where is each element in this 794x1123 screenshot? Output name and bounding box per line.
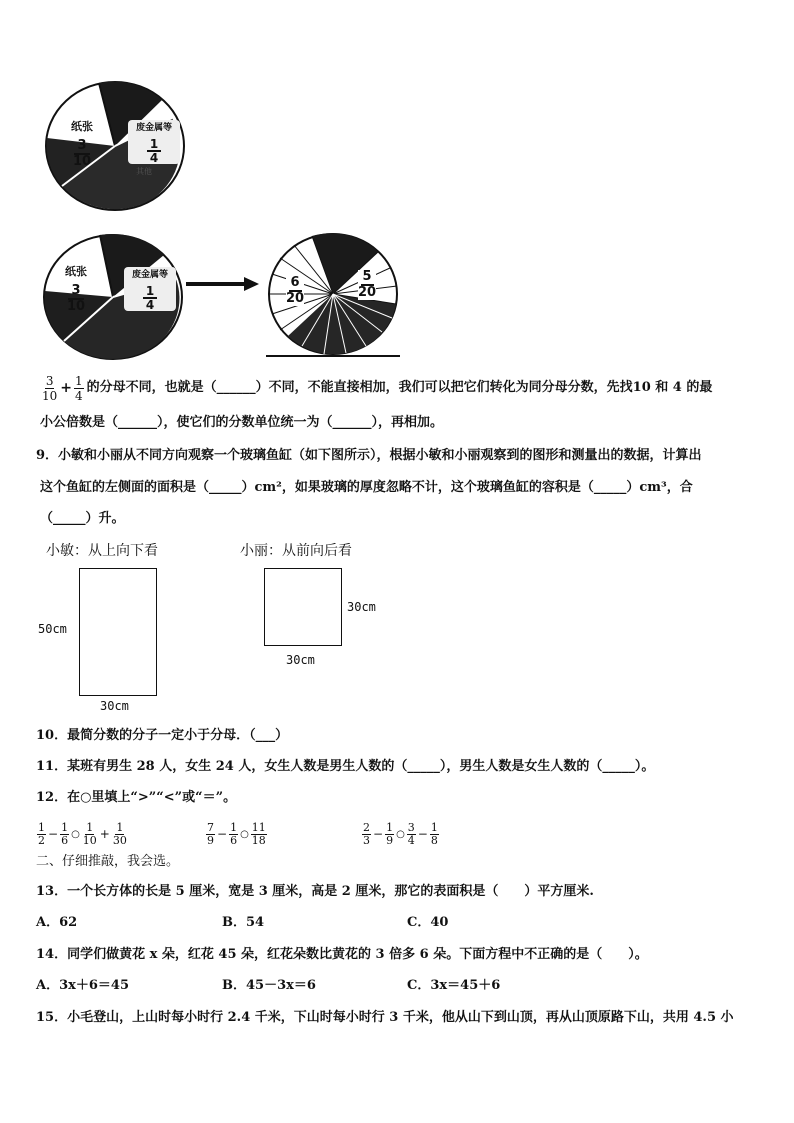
q12-e3-blank-circle[interactable]: ○ [396, 828, 405, 840]
pie-chart-2 [42, 233, 184, 361]
q13-option-c[interactable]: C．40 [407, 915, 449, 930]
pie2-scrap-num: 1 [143, 285, 157, 299]
q12-expression-2 [205, 818, 268, 850]
q14-option-c[interactable]: C．3x＝45＋6 [407, 978, 501, 993]
q12-e2-b-den: 6 [230, 833, 238, 847]
q12-e2-a-num: 7 [207, 820, 214, 834]
q12-e2-a-den: 9 [207, 833, 214, 847]
pie1-paper-num: 3 [74, 139, 89, 155]
q9-line3: （_____）升。 [40, 511, 125, 526]
q12-e3-b-den: 9 [386, 833, 394, 847]
q12-expression-1 [36, 818, 129, 850]
para-fraction-2 [74, 374, 84, 403]
q12-e2-minus: − [217, 827, 228, 841]
top-view-height-label: 50cm [38, 622, 67, 636]
para-line1-text: 的分母不同，也就是（______）不同，不能直接相加，我们可以把它们转化为同分母分数，先找10 和 4 的最 [86, 380, 713, 395]
q9-line1: 9．小敏和小丽从不同方向观察一个玻璃鱼缸（如下图所示），根据小敏和小丽观察到的图形和测量出的数据，计算出 [36, 448, 702, 463]
q13-option-b[interactable]: B．54 [222, 915, 265, 930]
q13-text: 13．一个长方体的长是 5 厘米，宽是 3 厘米，高是 2 厘米，那它的表面积是（ ）平方厘米. [36, 884, 594, 899]
pie-chart-3 [266, 232, 404, 360]
q12-e3-c-den: 4 [407, 833, 415, 847]
q12-title: 12．在○里填上“>”“<”或“＝”。 [36, 790, 237, 805]
pie1-scrap-num: 1 [147, 138, 161, 152]
pie2-scrap-den: 4 [145, 298, 155, 312]
para-f2-den: 4 [75, 388, 83, 403]
q12-e1-a-den: 2 [38, 833, 45, 847]
pie3-right-num: 5 [362, 269, 372, 284]
q12-e3-c-num: 3 [407, 820, 415, 834]
q12-e1-c-den: 10 [82, 833, 97, 847]
front-view-rectangle [264, 568, 342, 646]
pie1-paper-den: 10 [72, 154, 92, 169]
view1-label: 小敏：从上向下看 [46, 543, 158, 559]
q12-e2-c-num: 11 [251, 820, 266, 834]
para-plus: + [60, 380, 73, 396]
front-view-width-label: 30cm [286, 653, 315, 667]
view2-label: 小丽：从前向后看 [240, 543, 352, 559]
q12-e3-b-num: 1 [386, 820, 394, 834]
pie3-right-den: 20 [358, 285, 377, 300]
pie3-left-den: 20 [286, 291, 305, 306]
q12-e3-a-den: 3 [363, 833, 370, 847]
pie1-other-label: 其他 [136, 167, 152, 176]
q12-e3-a-num: 2 [363, 820, 370, 834]
para-line2-text: 小公倍数是（______），使它们的分数单位统一为（______），再相加。 [40, 415, 444, 430]
q12-e1-minus: − [48, 827, 59, 841]
para-f2-num: 1 [75, 373, 83, 388]
q12-e3-d-den: 8 [430, 833, 438, 847]
para-f1-den: 10 [42, 388, 58, 403]
q12-e3-minus-1: − [373, 827, 384, 841]
q12-e1-c-num: 1 [86, 820, 94, 834]
front-view-height-label: 30cm [347, 600, 376, 614]
pie2-paper-den: 10 [66, 299, 86, 314]
pie1-paper-label: 纸张 [71, 120, 93, 133]
q12-e3-minus-2: − [417, 827, 428, 841]
pie2-paper-label: 纸张 [65, 265, 87, 278]
q12-e1-d-den: 30 [112, 833, 127, 847]
pie1-scrap-den: 4 [149, 151, 159, 165]
q13-option-a[interactable]: A．62 [36, 915, 78, 930]
q12-e3-d-num: 1 [430, 820, 438, 834]
q12-e2-b-num: 1 [230, 820, 238, 834]
q12-e2-c-den: 18 [251, 833, 266, 847]
q12-e1-a-num: 1 [38, 820, 45, 834]
q12-e1-plus: + [99, 827, 110, 841]
q12-e1-b-den: 6 [61, 833, 69, 847]
pie2-paper-num: 3 [68, 284, 83, 300]
para-fraction-1 [41, 374, 58, 403]
pie-chart-1 [44, 80, 186, 212]
q12-e1-b-num: 1 [61, 820, 69, 834]
top-view-width-label: 30cm [100, 699, 129, 713]
q15-text: 15．小毛登山，上山时每小时行 2.4 千米，下山时每小时行 3 千米，他从山下到山顶，再从山顶原路下山，共用 4.5 小 [36, 1010, 734, 1025]
q12-e1-d-num: 1 [116, 820, 124, 834]
fraction-paragraph-line1 [40, 370, 712, 406]
top-view-rectangle [79, 568, 157, 696]
section2-heading: 二、仔细推敲，我会选。 [36, 854, 180, 869]
q9-line2: 这个鱼缸的左侧面的面积是（_____）cm²，如果玻璃的厚度忽略不计，这个玻璃鱼缸的容积是（_____）cm³，合 [40, 480, 693, 495]
q12-e1-blank-circle[interactable]: ○ [71, 828, 80, 840]
q12-expression-3 [361, 818, 440, 850]
pie1-scrap-label: 废金属等 [135, 123, 172, 133]
q10-text: 10．最简分数的分子一定小于分母．（___） [36, 728, 289, 743]
q14-option-b[interactable]: B．45－3x＝6 [222, 978, 316, 993]
q12-e2-blank-circle[interactable]: ○ [240, 828, 249, 840]
q14-text: 14．同学们做黄花 x 朵，红花 45 朵，红花朵数比黄花的 3 倍多 6 朵。下面方程中不正确的是（ ）。 [36, 947, 648, 962]
pie2-scrap-label: 废金属等 [131, 270, 168, 280]
q11-text: 11．某班有男生 28 人，女生 24 人，女生人数是男生人数的（_____），男生人数是女生人数的（_____）。 [36, 759, 655, 774]
pie3-left-num: 6 [290, 275, 300, 290]
right-arrow-icon [184, 276, 260, 292]
para-f1-num: 3 [45, 373, 54, 388]
q14-option-a[interactable]: A．3x＋6＝45 [36, 978, 130, 993]
